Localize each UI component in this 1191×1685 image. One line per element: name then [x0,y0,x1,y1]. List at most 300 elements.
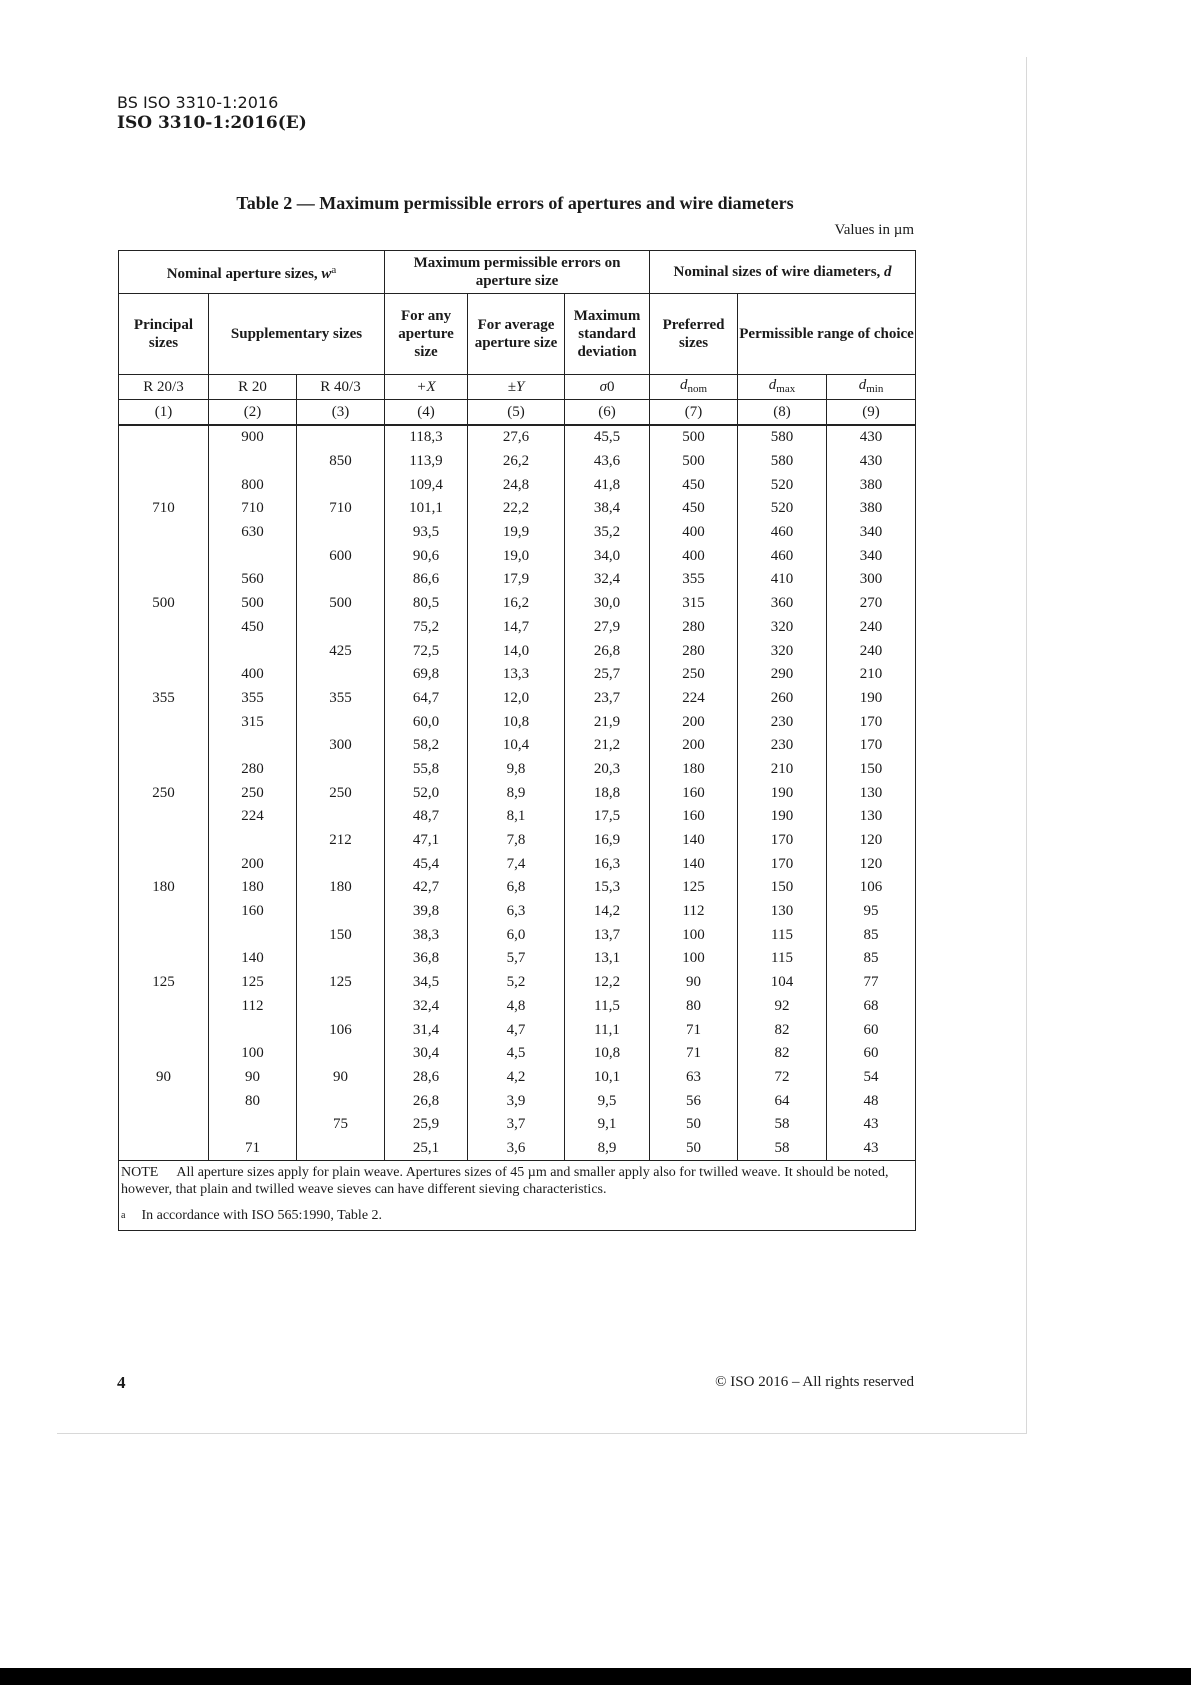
table-cell [119,568,209,592]
table-row [119,947,916,971]
table-cell [119,473,209,497]
header-principal-sizes: Principal sizes [119,294,209,375]
table-row [119,497,916,521]
table-cell: 92 [738,995,827,1019]
column-number: (5) [468,400,565,426]
table-cell: 16,3 [565,852,650,876]
table-cell: 55,8 [385,758,468,782]
table-cell: 850 [297,450,385,474]
table-cell [297,1137,385,1161]
table-cell [119,947,209,971]
table-cell: 200 [650,734,738,758]
table-cell: 3,9 [468,1089,565,1113]
table-row [119,544,916,568]
table-cell: 20,3 [565,758,650,782]
table-cell: 9,8 [468,758,565,782]
table-cell: 100 [650,947,738,971]
table-cell: 86,6 [385,568,468,592]
table-cell [119,425,209,450]
table-cell: 210 [827,663,916,687]
symbol-d-nom: $d_{nom}$ [650,375,738,400]
table-cell: 14,0 [468,639,565,663]
table-cell: 58 [738,1113,827,1137]
table-cell: 11,1 [565,1018,650,1042]
table-cell: 113,9 [385,450,468,474]
table-cell: 380 [827,473,916,497]
table-row [119,568,916,592]
table-cell: 18,8 [565,781,650,805]
header-permissible-range: Permissible range of choice [738,294,916,375]
table-cell: 230 [738,710,827,734]
table-cell: 71 [209,1137,297,1161]
table-cell: 24,8 [468,473,565,497]
table-cell [297,995,385,1019]
table-cell: 400 [650,544,738,568]
table-cell: 430 [827,450,916,474]
table-cell: 12,2 [565,971,650,995]
table-cell: 50 [650,1113,738,1137]
column-number: (7) [650,400,738,426]
table-cell [297,805,385,829]
table-cell: 32,4 [565,568,650,592]
table-cell: 90 [119,1066,209,1090]
table-cell: 90 [209,1066,297,1090]
table-cell: 112 [209,995,297,1019]
table-cell: 77 [827,971,916,995]
table-cell: 4,7 [468,1018,565,1042]
table-cell: 80,5 [385,592,468,616]
table-cell: 90 [297,1066,385,1090]
table-cell: 200 [209,852,297,876]
table-cell: 58 [738,1137,827,1161]
table-cell: 710 [209,497,297,521]
table-cell: 72 [738,1066,827,1090]
table-cell: 90 [650,971,738,995]
table-cell: 360 [738,592,827,616]
table-cell: 500 [119,592,209,616]
table-cell: 8,9 [468,781,565,805]
table-cell: 340 [827,521,916,545]
table-cell: 48 [827,1089,916,1113]
table-cell: 150 [827,758,916,782]
table-cell: 41,8 [565,473,650,497]
table-note-cell [119,1161,916,1231]
table-cell: 14,7 [468,616,565,640]
table-cell: 4,5 [468,1042,565,1066]
table-cell: 11,5 [565,995,650,1019]
table-cell: 900 [209,425,297,450]
table-row [119,900,916,924]
table-row [119,450,916,474]
table-cell: 25,7 [565,663,650,687]
table-cell: 64,7 [385,687,468,711]
table-cell: 400 [650,521,738,545]
table-cell: 5,7 [468,947,565,971]
table-cell: 240 [827,616,916,640]
column-number: (6) [565,400,650,426]
table-row [119,1018,916,1042]
table-cell: 69,8 [385,663,468,687]
table-cell: 85 [827,947,916,971]
table-cell: 450 [650,473,738,497]
table-cell [297,710,385,734]
table-cell: 280 [209,758,297,782]
table-cell: 125 [650,876,738,900]
table-cell: 75 [297,1113,385,1137]
table-cell: 15,3 [565,876,650,900]
table-cell: 3,6 [468,1137,565,1161]
table-cell [119,923,209,947]
table-cell: 710 [119,497,209,521]
table-cell: 101,1 [385,497,468,521]
table-cell [209,450,297,474]
header-wire-diameters: Nominal sizes of wire diameters, d [650,251,916,294]
table-cell: 460 [738,544,827,568]
table-cell: 72,5 [385,639,468,663]
table-row [119,1113,916,1137]
table-cell: 120 [827,829,916,853]
symbol-d-max: $d_{max}$ [738,375,827,400]
table-cell: 82 [738,1018,827,1042]
table-cell: 45,5 [565,425,650,450]
table-cell: 460 [738,521,827,545]
table-cell: 31,4 [385,1018,468,1042]
iso-standard-id: ISO 3310-1:2016(E) [117,113,307,133]
table-cell: 170 [827,734,916,758]
table-cell: 500 [209,592,297,616]
table-cell [297,900,385,924]
table-cell: 250 [297,781,385,805]
table-cell [119,734,209,758]
table-cell: 500 [650,450,738,474]
table-cell: 118,3 [385,425,468,450]
table-cell: 36,8 [385,947,468,971]
table-row [119,758,916,782]
table-cell [119,852,209,876]
table-row [119,616,916,640]
table-cell: 104 [738,971,827,995]
table-row [119,995,916,1019]
table-cell: 38,4 [565,497,650,521]
table-cell: 38,3 [385,923,468,947]
table-cell: 13,1 [565,947,650,971]
table-cell: 355 [119,687,209,711]
table-cell: 27,9 [565,616,650,640]
table-cell [119,544,209,568]
table-row [119,781,916,805]
table-cell: 160 [209,900,297,924]
table-cell: 430 [827,425,916,450]
header-nominal-aperture: Nominal aperture sizes, $w^a$ [119,251,385,294]
table-cell: 106 [827,876,916,900]
table-cell: 26,8 [385,1089,468,1113]
table-cell: 520 [738,497,827,521]
table-cell: 130 [827,781,916,805]
table-cell: 32,4 [385,995,468,1019]
table-body [119,425,916,1161]
table-cell: 10,1 [565,1066,650,1090]
table-cell [119,900,209,924]
table-cell [119,758,209,782]
table-cell: 19,9 [468,521,565,545]
table-row [119,876,916,900]
table-cell: 16,2 [468,592,565,616]
table-cell: 80 [650,995,738,1019]
table-cell: 47,1 [385,829,468,853]
table-cell [119,1042,209,1066]
column-number: (4) [385,400,468,426]
viewer-bottom-bar [0,1668,1191,1685]
table-cell [209,829,297,853]
table-cell [297,473,385,497]
table-cell: 180 [209,876,297,900]
table-cell: 28,6 [385,1066,468,1090]
table-cell: 10,4 [468,734,565,758]
table-cell: 30,4 [385,1042,468,1066]
table-cell [119,1018,209,1042]
table-cell: 27,6 [468,425,565,450]
table-cell: 93,5 [385,521,468,545]
table-cell: 355 [650,568,738,592]
table-cell: 224 [209,805,297,829]
header-preferred-sizes: Preferred sizes [650,294,738,375]
table-cell [119,521,209,545]
table-cell [119,995,209,1019]
table-cell: 115 [738,947,827,971]
symbol-r20: R 20 [209,375,297,400]
table-cell: 280 [650,616,738,640]
table-cell: 140 [650,852,738,876]
table-cell [297,663,385,687]
table-cell [209,544,297,568]
table-cell: 520 [738,473,827,497]
table-cell: 230 [738,734,827,758]
table-cell [209,1113,297,1137]
symbol-sigma: σ0 [565,375,650,400]
table-cell: 300 [827,568,916,592]
table-cell [209,923,297,947]
table-row [119,521,916,545]
table-cell: 4,8 [468,995,565,1019]
table-cell [119,639,209,663]
table-cell: 170 [738,852,827,876]
table-cell: 125 [297,971,385,995]
table-row [119,425,916,450]
table-cell: 16,9 [565,829,650,853]
table-cell: 90,6 [385,544,468,568]
table-cell: 800 [209,473,297,497]
column-number: (2) [209,400,297,426]
table-cell: 19,0 [468,544,565,568]
table-cell: 25,9 [385,1113,468,1137]
table-cell: 170 [827,710,916,734]
table-cell: 14,2 [565,900,650,924]
table-row [119,1066,916,1090]
table-cell [209,1018,297,1042]
table-cell: 100 [209,1042,297,1066]
table-cell: 500 [297,592,385,616]
table-cell: 8,1 [468,805,565,829]
table-cell: 7,4 [468,852,565,876]
table-cell [119,616,209,640]
table-cell: 280 [650,639,738,663]
table-footnote: $^a$ In accordance with ISO 565:1990, Table 2. [121,1208,383,1224]
table-cell: 400 [209,663,297,687]
table-cell [297,758,385,782]
table-cell: 56 [650,1089,738,1113]
table-cell: 190 [738,781,827,805]
table-cell: 580 [738,450,827,474]
table-cell: 68 [827,995,916,1019]
table-cell [297,616,385,640]
table-cell: 52,0 [385,781,468,805]
table-cell: 560 [209,568,297,592]
table-cell [119,829,209,853]
table-row [119,1137,916,1161]
footnote-ref: a [331,264,337,276]
errors-table [118,250,916,1231]
symbol-r20-3: R 20/3 [119,375,209,400]
table-cell: 21,9 [565,710,650,734]
table-cell [297,425,385,450]
table-cell: 10,8 [468,710,565,734]
table-cell: 170 [738,829,827,853]
table-cell: 125 [119,971,209,995]
table-cell: 140 [650,829,738,853]
table-cell: 9,5 [565,1089,650,1113]
table-cell: 50 [650,1137,738,1161]
table-cell: 355 [297,687,385,711]
table-row [119,592,916,616]
table-cell: 63 [650,1066,738,1090]
table-cell: 300 [297,734,385,758]
table-cell: 150 [738,876,827,900]
header-average-aperture: For average aperture size [468,294,565,375]
table-cell: 48,7 [385,805,468,829]
table-cell: 64 [738,1089,827,1113]
table-cell [297,1089,385,1113]
table-cell: 95 [827,900,916,924]
table-cell: 190 [827,687,916,711]
table-cell: 140 [209,947,297,971]
table-row [119,852,916,876]
table-cell: 160 [650,781,738,805]
table-cell: 260 [738,687,827,711]
table-cell [297,521,385,545]
table-cell: 21,2 [565,734,650,758]
table-cell: 12,0 [468,687,565,711]
table-cell [119,1089,209,1113]
table-cell: 580 [738,425,827,450]
table-cell: 9,1 [565,1113,650,1137]
table-row [119,639,916,663]
header-max-std-dev: Maximum standard deviation [565,294,650,375]
table-cell: 425 [297,639,385,663]
table-cell: 60 [827,1042,916,1066]
table-cell: 39,8 [385,900,468,924]
table-cell: 22,2 [468,497,565,521]
table-row [119,687,916,711]
table-cell: 109,4 [385,473,468,497]
table-cell: 34,5 [385,971,468,995]
table-cell: 26,2 [468,450,565,474]
table-cell [209,734,297,758]
table-cell: 240 [827,639,916,663]
table-cell [119,710,209,734]
table-cell: 42,7 [385,876,468,900]
table-cell: 30,0 [565,592,650,616]
page-number: 4 [117,1373,126,1392]
table-cell: 250 [209,781,297,805]
table-cell: 13,7 [565,923,650,947]
table-cell: 34,0 [565,544,650,568]
table-row [119,829,916,853]
table-cell: 5,2 [468,971,565,995]
table-cell: 43 [827,1137,916,1161]
table-cell: 7,8 [468,829,565,853]
table-cell: 35,2 [565,521,650,545]
table-cell: 160 [650,805,738,829]
table-cell: 85 [827,923,916,947]
table-cell: 130 [738,900,827,924]
table-cell: 250 [650,663,738,687]
table-cell: 320 [738,616,827,640]
table-cell: 190 [738,805,827,829]
table-cell: 290 [738,663,827,687]
table-cell: 450 [650,497,738,521]
copyright: © ISO 2016 – All rights reserved [715,1374,914,1390]
table-cell [297,568,385,592]
table-cell: 380 [827,497,916,521]
table-cell: 340 [827,544,916,568]
units-label: Values in µm [834,222,914,238]
table-cell: 130 [827,805,916,829]
symbol-r40-3: R 40/3 [297,375,385,400]
table-cell: 710 [297,497,385,521]
bs-standard-id: BS ISO 3310-1:2016 [117,93,279,112]
table-note: NOTE All aperture sizes apply for plain weave. Apertures sizes of 45 µm and smaller apply also for twilled weave. It should be noted, however, that plain and twilled weave sieves can have different sieving characteristics. [121,1165,889,1198]
table-cell: 6,8 [468,876,565,900]
table-cell: 8,9 [565,1137,650,1161]
table-cell: 43,6 [565,450,650,474]
table-cell: 600 [297,544,385,568]
table-row [119,1089,916,1113]
table-cell [297,1042,385,1066]
column-number: (1) [119,400,209,426]
table-cell [297,947,385,971]
table-row [119,473,916,497]
table-cell: 13,3 [468,663,565,687]
table-cell: 115 [738,923,827,947]
table-cell: 630 [209,521,297,545]
table-cell: 45,4 [385,852,468,876]
table-cell: 71 [650,1042,738,1066]
table-cell: 250 [119,781,209,805]
table-cell: 100 [650,923,738,947]
table-cell: 60,0 [385,710,468,734]
table-cell: 120 [827,852,916,876]
table-cell: 23,7 [565,687,650,711]
table-cell: 17,9 [468,568,565,592]
table-cell: 71 [650,1018,738,1042]
table-row [119,923,916,947]
table-cell: 410 [738,568,827,592]
table-row [119,734,916,758]
table-cell: 450 [209,616,297,640]
table-cell: 212 [297,829,385,853]
table-row [119,805,916,829]
header-any-aperture: For any aperture size [385,294,468,375]
